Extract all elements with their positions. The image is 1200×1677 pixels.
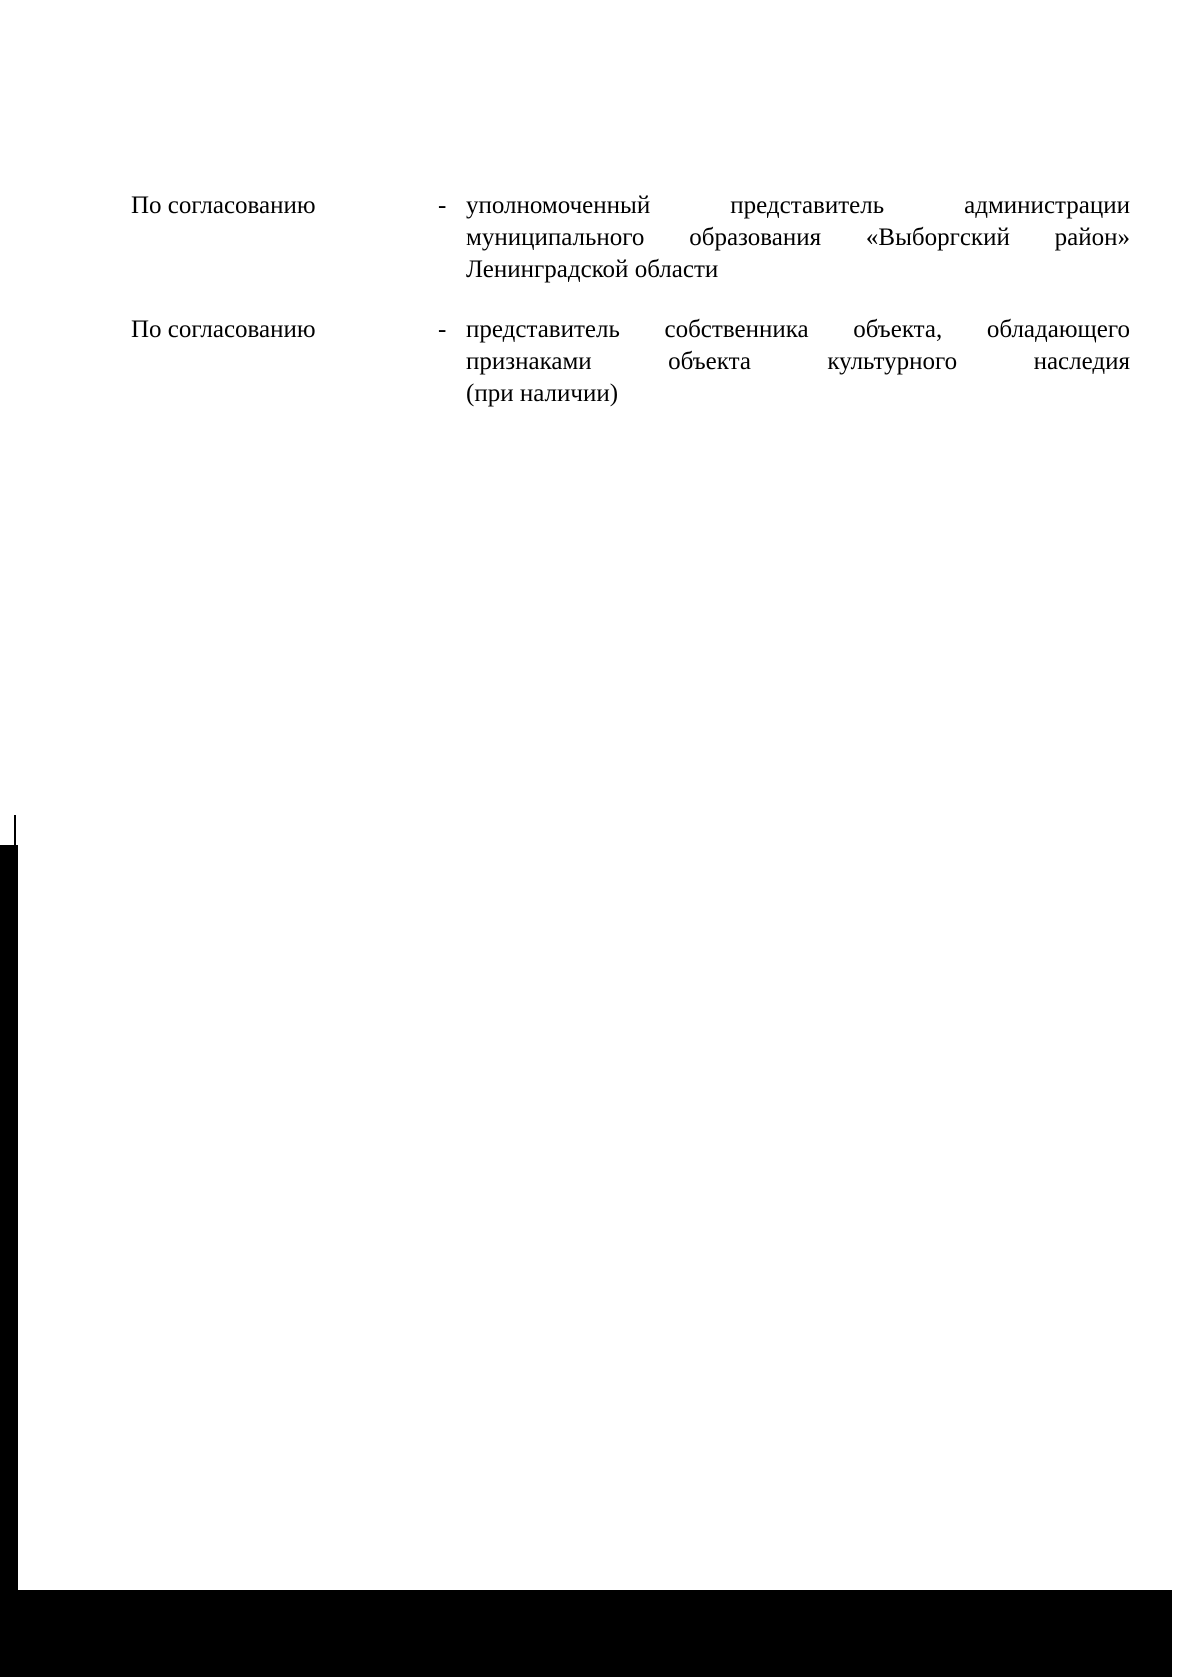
description-line: уполномоченный представитель администрации xyxy=(466,192,1130,219)
scan-edge-artifact xyxy=(0,1590,1172,1677)
scan-edge-artifact xyxy=(0,845,18,1677)
entry-label: По согласованию xyxy=(131,316,316,343)
scan-edge-artifact xyxy=(14,815,16,847)
description-line: Ленинградской области xyxy=(466,256,719,283)
entry-dash: - xyxy=(438,192,447,219)
entry-description xyxy=(466,314,1130,410)
entry-label: По согласованию xyxy=(131,192,316,219)
description-line: (при наличии) xyxy=(466,380,619,407)
description-line: муниципального образования «Выборгский район» xyxy=(466,224,1130,251)
entry-dash: - xyxy=(438,316,447,343)
entry-description xyxy=(466,190,1130,286)
description-line: представитель собственника объекта, обладающего xyxy=(466,316,1130,343)
description-line: признаками объекта культурного наследия xyxy=(466,348,1130,375)
